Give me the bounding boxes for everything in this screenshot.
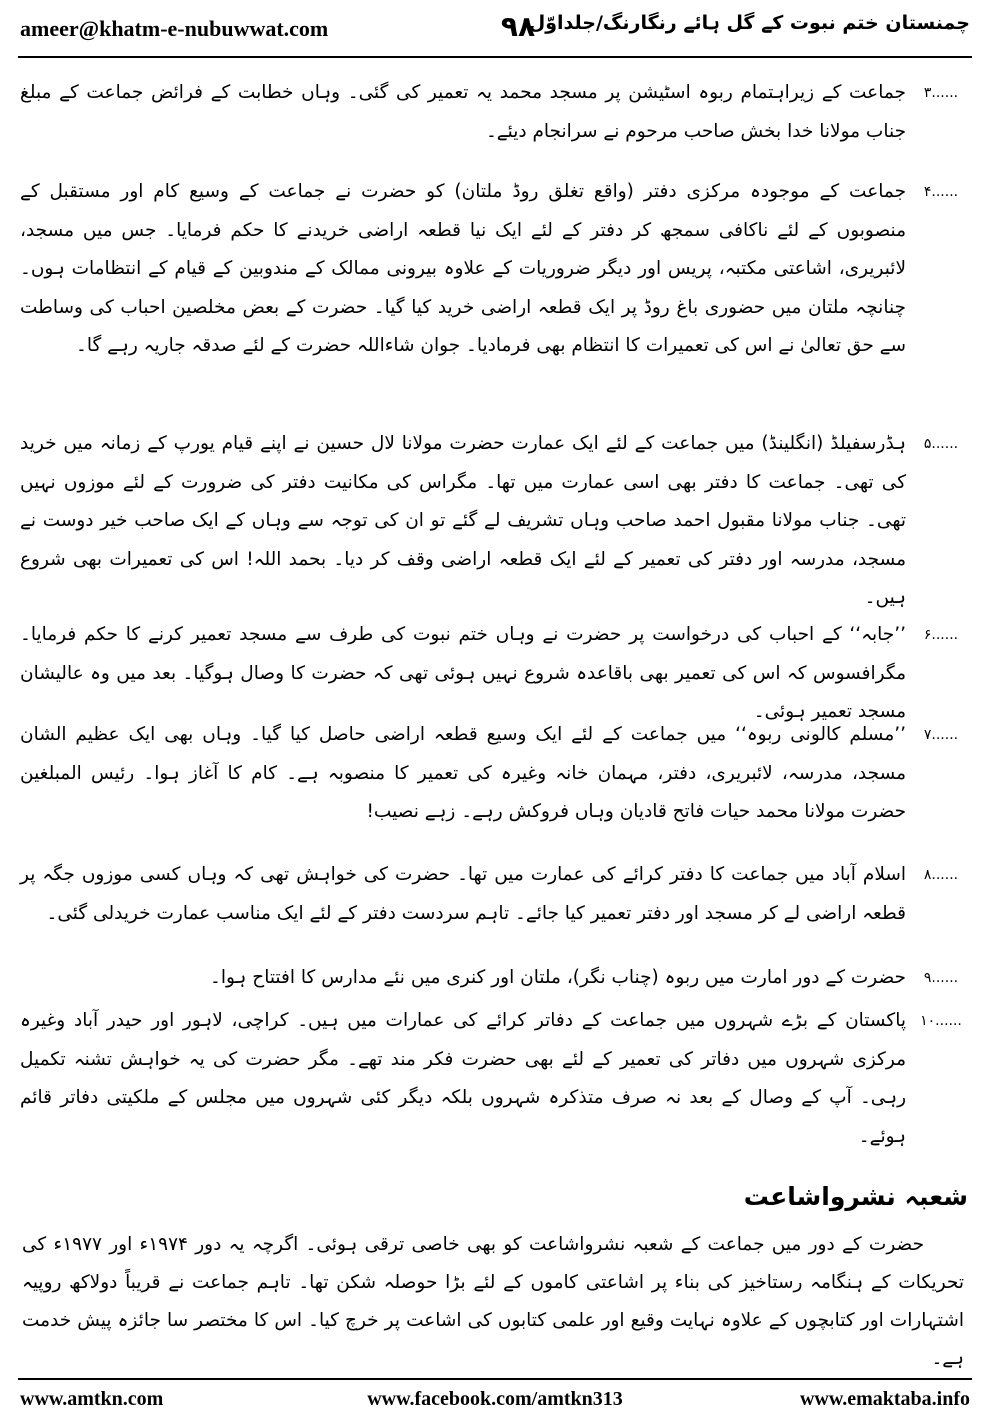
item-number: ۸...... bbox=[923, 867, 959, 883]
list-item bbox=[20, 616, 976, 722]
list-item bbox=[20, 716, 976, 856]
item-text: ’’جابہ‘‘ کے احباب کی درخواست پر حضرت نے وہاں ختم نبوت کی طرف سے مسجد تعمیر کرنے کا حکم فرمایا۔ مگرافسوس کہ اس کی تعمیر بھی باقاعدہ شروع نہیں ہوئی تھی کہ حضرت کا وصال ہوگیا۔ بعد میں وہ عالیشان مسجد تعمیر ہوئی۔ bbox=[20, 624, 906, 722]
item-number: ۳...... bbox=[923, 85, 959, 101]
list-item bbox=[20, 425, 976, 616]
list-item bbox=[20, 74, 976, 173]
item-number: ۴...... bbox=[923, 184, 959, 200]
item-text: جماعت کے زیراہتمام ربوہ اسٹیشن پر مسجد محمد یہ تعمیر کی گئی۔ وہاں خطابت کے فرائض جماعت کے مبلغ جناب مولانا خدا بخش صاحب مرحوم نے سرانجام دیئے۔ bbox=[20, 82, 906, 142]
item-text: جماعت کے موجودہ مرکزی دفتر (واقع تغلق روڈ ملتان) کو حضرت نے جماعت کے وسیع کام اور مستقبل کے منصوبوں کے لئے ناکافی سمجھ کر دفتر کے لئے ایک نیا قطعہ اراضی خریدنے کا حکم فرمایا۔ جس میں مسجد، لائبریری، اشاعتی مکتبہ، پریس اور دیگر ضروریات کے علاوہ بیرونی ممالک کے مندوبین کے قیام کے انتظامات ہوں۔ چنانچہ ملتان میں حضوری باغ روڈ پر ایک قطعہ اراضی خرید کیا گیا۔ حضرت کے بعض مخلصین احباب کی وساطت سے حق تعالیٰ نے اس کی تعمیرات کا انتظام بھی فرمادیا۔ جوان شاءاللہ حضرت کے لئے صدقہ جاریہ رہے گا۔ bbox=[20, 181, 906, 356]
book-title: چمنستان ختم نبوت کے گل ہائے رنگارنگ/جلداوّل bbox=[528, 12, 970, 34]
page-header bbox=[18, 4, 972, 58]
section-paragraph: حضرت کے دور میں جماعت کے شعبہ نشرواشاعت کو بھی خاصی ترقی ہوئی۔ اگرچہ یہ دور ۱۹۷۴ء اور ۱۹۷۷ء کی تحریکات کے ہنگامہ رستاخیز کی بناء پر اشاعتی کاموں کے لئے بڑا حوصلہ شکن تھا۔ تاہم جماعت نے قریباً دولاکھ روپیہ اشتہارات اور کتابچوں کے علاوہ نہایت وقیع اور علمی کتابوں کی اشاعت پر خرچ کیا۔ اس کا مختصر سا جائزہ پیش خدمت ہے۔ bbox=[22, 1234, 964, 1369]
header-email: ameer@khatm-e-nubuwwat.com bbox=[20, 16, 329, 41]
page-footer bbox=[18, 1378, 972, 1418]
item-text: پاکستان کے بڑے شہروں میں جماعت کے دفاتر کرائے کی عمارات میں ہیں۔ کراچی، لاہور اور حیدر آباد وغیرہ مرکزی شہروں میں دفاتر کی تعمیر کے لئے بھی حضرت فکر مند تھے۔ مگر حضرت کی یہ خواہش تشنہ تکمیل رہی۔ آپ کے وصال کے بعد نہ صرف متذکرہ شہروں بلکہ دیگر کئی شہروں میں مجلس کے ملکیتی دفاتر قائم ہوئے۔ bbox=[20, 1010, 906, 1147]
item-text: ’’مسلم کالونی ربوہ‘‘ میں جماعت کے لئے ایک وسیع قطعہ اراضی حاصل کیا گیا۔ وہاں بھی ایک عظیم الشان مسجد، مدرسہ، لائبریری، دفتر، مہمان خانہ وغیرہ کی تعمیر کا منصوبہ ہے۔ کام کا آغاز ہوا۔ رئیس المبلغین حضرت مولانا محمد حیات فاتح قادیان وہاں فروکش رہے۔ زہے نصیب! bbox=[20, 724, 906, 822]
item-number: ۱۰...... bbox=[920, 1013, 962, 1029]
section-heading: شعبہ نشرواشاعت bbox=[743, 1182, 968, 1211]
item-number: ۹...... bbox=[923, 970, 959, 986]
list-item bbox=[20, 1002, 976, 1147]
item-number: ۶...... bbox=[923, 627, 959, 643]
list-item bbox=[20, 959, 976, 1002]
page-number: ۹۸ bbox=[500, 10, 536, 43]
footer-link-facebook[interactable]: www.facebook.com/amtkn313 bbox=[367, 1388, 623, 1410]
footer-link-amtkn[interactable]: www.amtkn.com bbox=[20, 1388, 164, 1410]
list-item bbox=[20, 173, 976, 425]
list-item bbox=[20, 856, 976, 959]
item-number: ۵...... bbox=[923, 436, 959, 452]
footer-link-emaktaba[interactable]: www.emaktaba.info bbox=[799, 1388, 970, 1410]
item-text: ہڈرسفیلڈ (انگلینڈ) میں جماعت کے لئے ایک عمارت حضرت مولانا لال حسین نے اپنے قیام یورپ کے زمانہ میں خرید کی تھی۔ جماعت کا دفتر بھی اسی عمارت میں تھا۔ مگراس کی مکانیت دفتر کی ضرورت کے لئے موزوں نہیں تھی۔ جناب مولانا مقبول احمد صاحب وہاں تشریف لے گئے تو ان کی توجہ سے وہاں کے ایک صاحب خیر دوست نے مسجد، مدرسہ اور دفتر کی تعمیر کے لئے ایک قطعہ اراضی وقف کر دیا۔ بحمد اللہ! اس کی تعمیرات بھی شروع ہیں۔ bbox=[20, 433, 906, 608]
item-text: حضرت کے دور امارت میں ربوہ (چناب نگر)، ملتان اور کنری میں نئے مدارس کا افتتاح ہوا۔ bbox=[210, 967, 906, 988]
numbered-list bbox=[20, 74, 976, 1147]
item-number: ۷...... bbox=[923, 727, 959, 743]
item-text: اسلام آباد میں جماعت کا دفتر کرائے کی عمارت میں تھا۔ حضرت کی خواہش تھی کہ وہاں کسی موزوں جگہ پر قطعہ اراضی لے کر مسجد اور دفتر تعمیر کیا جائے۔ تاہم سردست دفتر کے لئے ایک مناسب عمارت خریدلی گئی۔ bbox=[20, 864, 906, 924]
